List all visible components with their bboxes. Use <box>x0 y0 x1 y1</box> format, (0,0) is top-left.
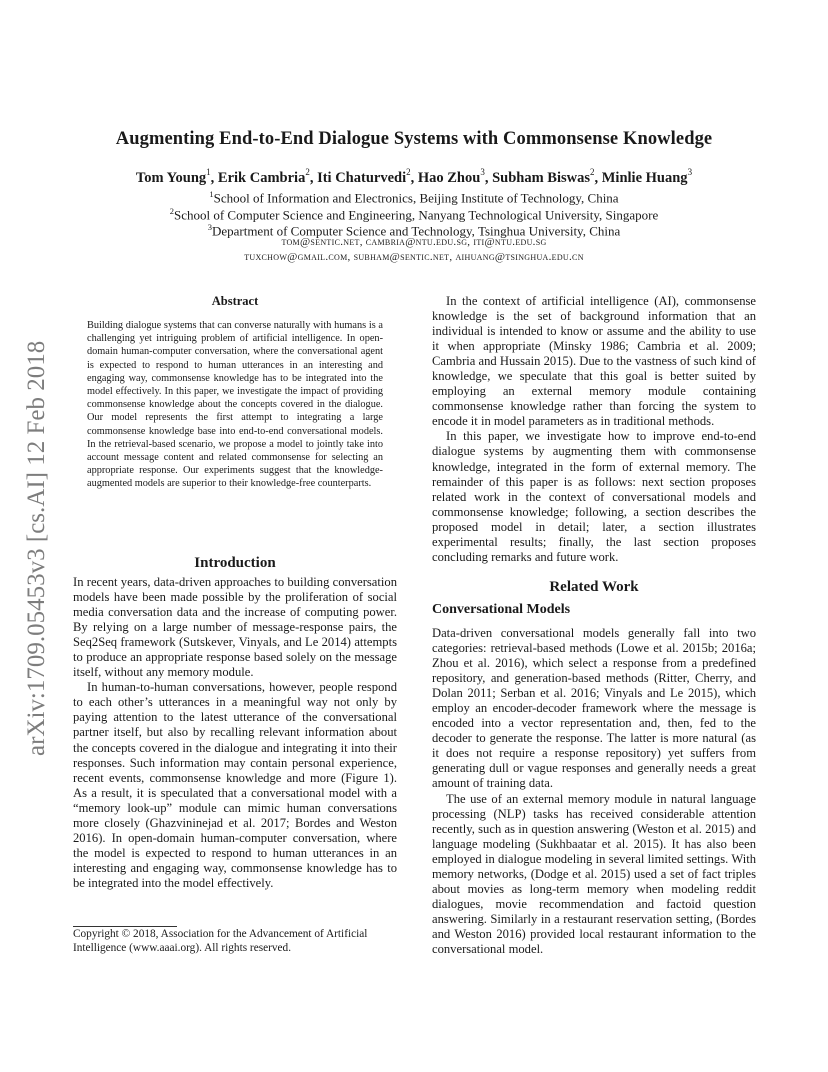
author-list: Tom Young$^1$, Erik Cambria$^2$, Iti Chaturvedi$^2$, Hao Zhou$^3$, Subham Biswas$^2$, Minlie Huang$^3$ <box>135 167 693 186</box>
author-name: Tom Young <box>135 169 207 186</box>
author-affiliation-marker: 3 <box>480 167 485 177</box>
paragraph: In recent years, data-driven approaches to building conversation models have been made possible by the proliferation of social media conversation data and the increase of computing power. By relying on a large number of message-response pairs, the Seq2Seq framework (Sutskever, Vinyals, and Le 2014) attempts to produce an appropriate response based solely on the message itself, without any memory module. <box>73 575 397 680</box>
abstract-text: Building dialogue systems that can converse naturally with humans is a challenging yet intriguing problem of artificial intelligence. In open-domain human-computer conversation, where the conversational agent is expected to respond to human utterances in an interesting and engaging way, commonsense knowledge has to be integrated into the model effectively. In this paper, we investigate the impact of providing commonsense knowledge about the concepts covered in the dialogue. Our model represents the first attempt to integrating a large commonsense knowledge base into end-to-end conversational models. In the retrieval-based scenario, we propose a model to jointly take into account message content and related commonsense for selecting an appropriate response. Our experiments suggest that the knowledge-augmented models are superior to their knowledge-free counterparts. <box>87 320 383 490</box>
affiliation-number: 1 <box>209 189 214 199</box>
paper-title: Augmenting End-to-End Dialogue Systems with Commonsense Knowledge <box>115 129 713 149</box>
abstract-heading: Abstract <box>211 294 259 308</box>
affiliation-text: School of Computer Science and Engineering, Nanyang Technological University, Singapore <box>173 207 659 223</box>
author-name: Subham Biswas <box>492 169 590 186</box>
paragraph: In the context of artificial intelligence (AI), commonsense knowledge is the set of background information that an individual is intended to know or assume and the ability to use it when appropriate (Minsky 1986; Cambria et al. 2009; Cambria and Hussain 2015). Due to the vastness of such kind of knowledge, we speculate that this goal is better suited by employing an external memory module containing commonsense knowledge rather than forcing the system to encode it in model parameters as in traditional methods. <box>432 294 756 429</box>
affiliation-text: School of Information and Electronics, Beijing Institute of Technology, China <box>213 190 619 206</box>
author-name: Hao Zhou <box>417 169 481 186</box>
author-affiliation-marker: 3 <box>687 167 693 177</box>
author-affiliation-marker: 1 <box>206 167 211 177</box>
introduction-left-column <box>73 575 397 891</box>
affiliation-number: 2 <box>169 206 174 216</box>
related-work-column <box>432 626 756 957</box>
introduction-heading: Introduction <box>194 555 276 571</box>
affiliation-text: Department of Computer Science and Technology, Tsinghua University, China <box>211 223 621 239</box>
author-affiliation-marker: 2 <box>590 167 595 177</box>
paragraph: In this paper, we investigate how to improve end-to-end dialogue systems by augmenting them with commonsense knowledge, integrated in the form of external memory. The remainder of this paper is as follows: next section proposes related work in the context of conversational models and commonsense knowledge; following, a section describes the proposed model in detail; later, a section illustrates experimental results; finally, the last section proposes concluding remarks and future work. <box>432 429 756 564</box>
author-name: Minlie Huang <box>601 169 688 186</box>
author-emails: tuxchow@gmail.com, subham@sentic.net, aihuang@tsinghua.edu.cn <box>244 251 584 263</box>
author-name: Erik Cambria <box>217 169 306 186</box>
author-name: Iti Chaturvedi <box>317 169 407 186</box>
author-emails: tom@sentic.net, cambria@ntu.edu.sg, iti@ntu.edu.sg <box>281 236 547 248</box>
arxiv-stamp-text: arXiv:1709.05453v3 [cs.AI] 12 Feb 2018 <box>23 340 50 756</box>
paragraph: In human-to-human conversations, however, people respond to each other’s utterances in a meaningful way not only by paying attention to the latest utterance of the conversational partner itself, but also by recalling relevant information about the concepts covered in the dialogue and integrating it into their responses. Such information may contain personal experience, recent events, commonsense knowledge and more (Figure 1). As a result, it is speculated that a conversational model with a “memory look-up” module can mimic human conversations more closely (Ghazvininejad et al. 2017; Bordes and Weston 2016). In open-domain human-computer conversation, where the model is expected to respond to human utterances in an interesting and engaging way, commonsense knowledge has to be integrated into the model effectively. <box>73 680 397 890</box>
paragraph: Data-driven conversational models generally fall into two categories: retrieval-based methods (Lowe et al. 2015b; 2016a; Zhou et al. 2016), which select a response from a predefined repository, and generation-based methods (Ritter, Cherry, and Dolan 2011; Serban et al. 2016; Vinyals and Le 2015), which employ an encoder-decoder framework where the message is encoded into a vector representation and, then, fed to the decoder to generate the response. The latter is more natural (as it does not require a response repository) yet suffers from generating dull or vague responses and generally needs a great amount of training data. <box>432 626 756 791</box>
author-affiliation-marker: 2 <box>305 167 310 177</box>
arxiv-stamp <box>23 296 50 756</box>
introduction-right-column <box>432 294 756 565</box>
copyright-notice: Copyright © 2018, Association for the Advancement of Artificial Intelligence (www.aaai.org). All rights reserved. <box>73 928 368 954</box>
paragraph: The use of an external memory module in natural language processing (NLP) tasks has received considerable attention recently, such as in question answering (Weston et al. 2015) and language modeling (Sukhbaatar et al. 2015). It has also been employed in dialogue modeling in several limited settings. With memory networks, (Dodge et al. 2015) used a set of fact triples about movies as long-term memory when modeling reddit dialogues, movie recommendation and factoid question answering. Similarly in a restaurant reservation setting, (Bordes and Weston 2016) provided local restaurant information to the conversational model. <box>432 791 756 956</box>
conversational-models-subheading: Conversational Models <box>432 602 571 617</box>
author-affiliation-marker: 2 <box>406 167 411 177</box>
related-work-heading: Related Work <box>549 579 639 595</box>
affiliation-number: 3 <box>207 222 212 232</box>
